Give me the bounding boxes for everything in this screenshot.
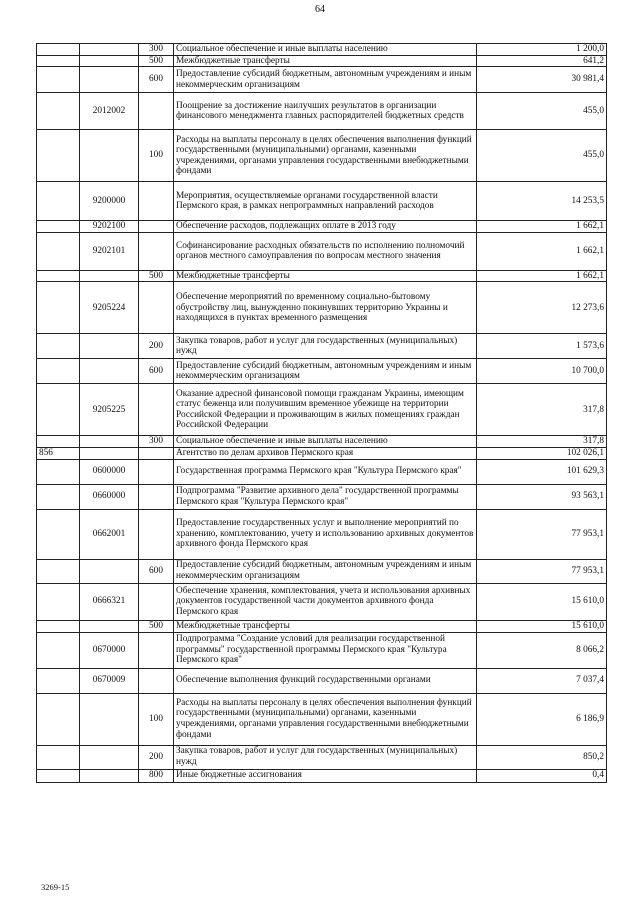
amount-cell: 77 953,1 [477,509,607,559]
target-article-cell [80,270,139,282]
amount-cell: 15 610,0 [477,620,607,632]
expense-type-cell [139,182,174,221]
expense-type-cell [139,282,174,334]
target-article-cell [80,436,139,448]
expense-type-cell [139,632,174,668]
amount-cell: 101 629,3 [477,459,607,484]
table-row [37,221,607,233]
item-name-cell: Подпрограмма "Создание условий для реализации государственной программы" государственной программы Пермского края "Культура Пермского края" [174,632,477,668]
admin-code-cell [37,55,80,67]
table-row [37,459,607,484]
amount-cell: 14 253,5 [477,182,607,221]
admin-code-cell [37,270,80,282]
amount-cell: 317,8 [477,436,607,448]
budget-table [36,43,607,783]
expense-type-cell: 500 [139,270,174,282]
footer-code: 3269-15 [41,882,70,892]
expense-type-cell [139,384,174,436]
admin-code-cell: 856 [37,447,80,459]
table-row [37,620,607,632]
admin-code-cell [37,384,80,436]
amount-cell: 1 573,6 [477,334,607,359]
expense-type-cell: 500 [139,620,174,632]
admin-code-cell [37,745,80,769]
admin-code-cell [37,130,80,182]
admin-code-cell [37,182,80,221]
admin-code-cell [37,459,80,484]
item-name-cell: Закупка товаров, работ и услуг для государственных (муниципальных) нужд [174,334,477,359]
item-name-cell: Предоставление субсидий бюджетным, автономным учреждениям и иным некоммерческим организациям [174,359,477,384]
item-name-cell: Расходы на выплаты персоналу в целях обеспечения выполнения функций государственными (муниципальными) органами, казенными учреждениями, органами управления государственными внебюджетными фондами [174,693,477,745]
amount-cell: 8 066,2 [477,632,607,668]
expense-type-cell: 100 [139,130,174,182]
expense-type-cell [139,484,174,509]
item-name-cell: Обеспечение расходов, подлежащих оплате в 2013 году [174,221,477,233]
expense-type-cell: 600 [139,559,174,583]
item-name-cell: Расходы на выплаты персоналу в целях обеспечения выполнения функций государственными (муниципальными) органами, казенными учреждениями, органами управления государственными внебюджетными фондами [174,130,477,182]
admin-code-cell [37,282,80,334]
target-article-cell [80,359,139,384]
table-row [37,436,607,448]
amount-cell: 850,2 [477,745,607,769]
expense-type-cell [139,583,174,620]
target-article-cell [80,620,139,632]
table-row [37,583,607,620]
target-article-cell [80,769,139,782]
page-number: 64 [315,4,325,15]
item-name-cell: Социальное обеспечение и иные выплаты населению [174,44,477,56]
table-row [37,232,607,270]
table-row [37,509,607,559]
table-row [37,67,607,93]
admin-code-cell [37,583,80,620]
expense-type-cell: 200 [139,334,174,359]
item-name-cell: Межбюджетные трансферты [174,55,477,67]
target-article-cell [80,559,139,583]
target-article-cell [80,334,139,359]
target-article-cell: 9202101 [80,232,139,270]
expense-type-cell: 300 [139,436,174,448]
table-row [37,447,607,459]
expense-type-cell: 500 [139,55,174,67]
item-name-cell: Закупка товаров, работ и услуг для государственных (муниципальных) нужд [174,745,477,769]
budget-table-body [37,44,607,783]
expense-type-cell [139,232,174,270]
table-row [37,282,607,334]
target-article-cell: 0660000 [80,484,139,509]
amount-cell: 1 662,1 [477,232,607,270]
target-article-cell [80,693,139,745]
expense-type-cell [139,668,174,693]
target-article-cell [80,447,139,459]
item-name-cell: Социальное обеспечение и иные выплаты населению [174,436,477,448]
amount-cell: 317,8 [477,384,607,436]
admin-code-cell [37,44,80,56]
expense-type-cell [139,93,174,130]
target-article-cell: 9205224 [80,282,139,334]
admin-code-cell [37,436,80,448]
item-name-cell: Предоставление субсидий бюджетным, автономным учреждениям и иным некоммерческим организациям [174,67,477,93]
target-article-cell: 9202100 [80,221,139,233]
expense-type-cell: 100 [139,693,174,745]
amount-cell: 93 563,1 [477,484,607,509]
expense-type-cell: 800 [139,769,174,782]
item-name-cell: Предоставление государственных услуг и выполнение мероприятий по хранению, комплектованию, учету и использованию архивных документов архивного фонда Пермского края [174,509,477,559]
expense-type-cell: 600 [139,67,174,93]
table-row [37,334,607,359]
admin-code-cell [37,93,80,130]
amount-cell: 10 700,0 [477,359,607,384]
admin-code-cell [37,67,80,93]
admin-code-cell [37,559,80,583]
table-row [37,769,607,782]
target-article-cell: 9205225 [80,384,139,436]
amount-cell: 1 662,1 [477,221,607,233]
table-row [37,668,607,693]
item-name-cell: Мероприятия, осуществляемые органами государственной власти Пермского края, в рамках непрограммных направлений расходов [174,182,477,221]
expense-type-cell: 200 [139,745,174,769]
amount-cell: 7 037,4 [477,668,607,693]
item-name-cell: Государственная программа Пермского края "Культура Пермского края" [174,459,477,484]
amount-cell: 102 026,1 [477,447,607,459]
amount-cell: 15 610,0 [477,583,607,620]
admin-code-cell [37,484,80,509]
item-name-cell: Обеспечение выполнения функций государственными органами [174,668,477,693]
table-row [37,559,607,583]
target-article-cell: 0666321 [80,583,139,620]
table-row [37,55,607,67]
admin-code-cell [37,769,80,782]
item-name-cell: Межбюджетные трансферты [174,270,477,282]
item-name-cell: Поощрение за достижение наилучших результатов в организации финансового менеджмента главных распорядителей бюджетных средств [174,93,477,130]
expense-type-cell: 600 [139,359,174,384]
amount-cell: 6 186,9 [477,693,607,745]
item-name-cell: Софинансирование расходных обязательств по исполнению полномочий органов местного самоуправления по вопросам местного значения [174,232,477,270]
expense-type-cell: 300 [139,44,174,56]
item-name-cell: Агентство по делам архивов Пермского края [174,447,477,459]
target-article-cell: 0670000 [80,632,139,668]
admin-code-cell [37,232,80,270]
table-row [37,93,607,130]
expense-type-cell [139,447,174,459]
item-name-cell: Оказание адресной финансовой помощи гражданам Украины, имеющим статус беженца или получившим временное убежище на территории Российской Федерации и проживающим в жилых помещениях граждан Российской Федерации [174,384,477,436]
amount-cell: 641,2 [477,55,607,67]
admin-code-cell [37,221,80,233]
admin-code-cell [37,632,80,668]
admin-code-cell [37,693,80,745]
target-article-cell [80,44,139,56]
amount-cell: 455,0 [477,93,607,130]
item-name-cell: Обеспечение мероприятий по временному социально-бытовому обустройству лиц, вынужденно покинувших территорию Украины и находящихся в пунктах временного размещения [174,282,477,334]
target-article-cell [80,67,139,93]
table-row [37,44,607,56]
target-article-cell: 2012002 [80,93,139,130]
amount-cell: 77 953,1 [477,559,607,583]
table-row [37,384,607,436]
amount-cell: 30 981,4 [477,67,607,93]
admin-code-cell [37,359,80,384]
target-article-cell: 9200000 [80,182,139,221]
table-row [37,130,607,182]
item-name-cell: Иные бюджетные ассигнования [174,769,477,782]
target-article-cell [80,130,139,182]
amount-cell: 1 200,0 [477,44,607,56]
admin-code-cell [37,509,80,559]
table-row [37,693,607,745]
item-name-cell: Предоставление субсидий бюджетным, автономным учреждениям и иным некоммерческим организациям [174,559,477,583]
item-name-cell: Обеспечение хранения, комплектования, учета и использования архивных документов государственной части документов архивного фонда Пермского края [174,583,477,620]
table-row [37,632,607,668]
target-article-cell [80,55,139,67]
expense-type-cell [139,509,174,559]
table-row [37,745,607,769]
expense-type-cell [139,459,174,484]
table-row [37,182,607,221]
target-article-cell: 0600000 [80,459,139,484]
amount-cell: 455,0 [477,130,607,182]
table-row [37,359,607,384]
target-article-cell: 0670009 [80,668,139,693]
admin-code-cell [37,334,80,359]
admin-code-cell [37,620,80,632]
item-name-cell: Межбюджетные трансферты [174,620,477,632]
table-row [37,484,607,509]
item-name-cell: Подпрограмма "Развитие архивного дела" государственной программы Пермского края "Культура Пермского края" [174,484,477,509]
amount-cell: 0,4 [477,769,607,782]
amount-cell: 12 273,6 [477,282,607,334]
table-row [37,270,607,282]
amount-cell: 1 662,1 [477,270,607,282]
admin-code-cell [37,668,80,693]
expense-type-cell [139,221,174,233]
target-article-cell: 0662001 [80,509,139,559]
target-article-cell [80,745,139,769]
